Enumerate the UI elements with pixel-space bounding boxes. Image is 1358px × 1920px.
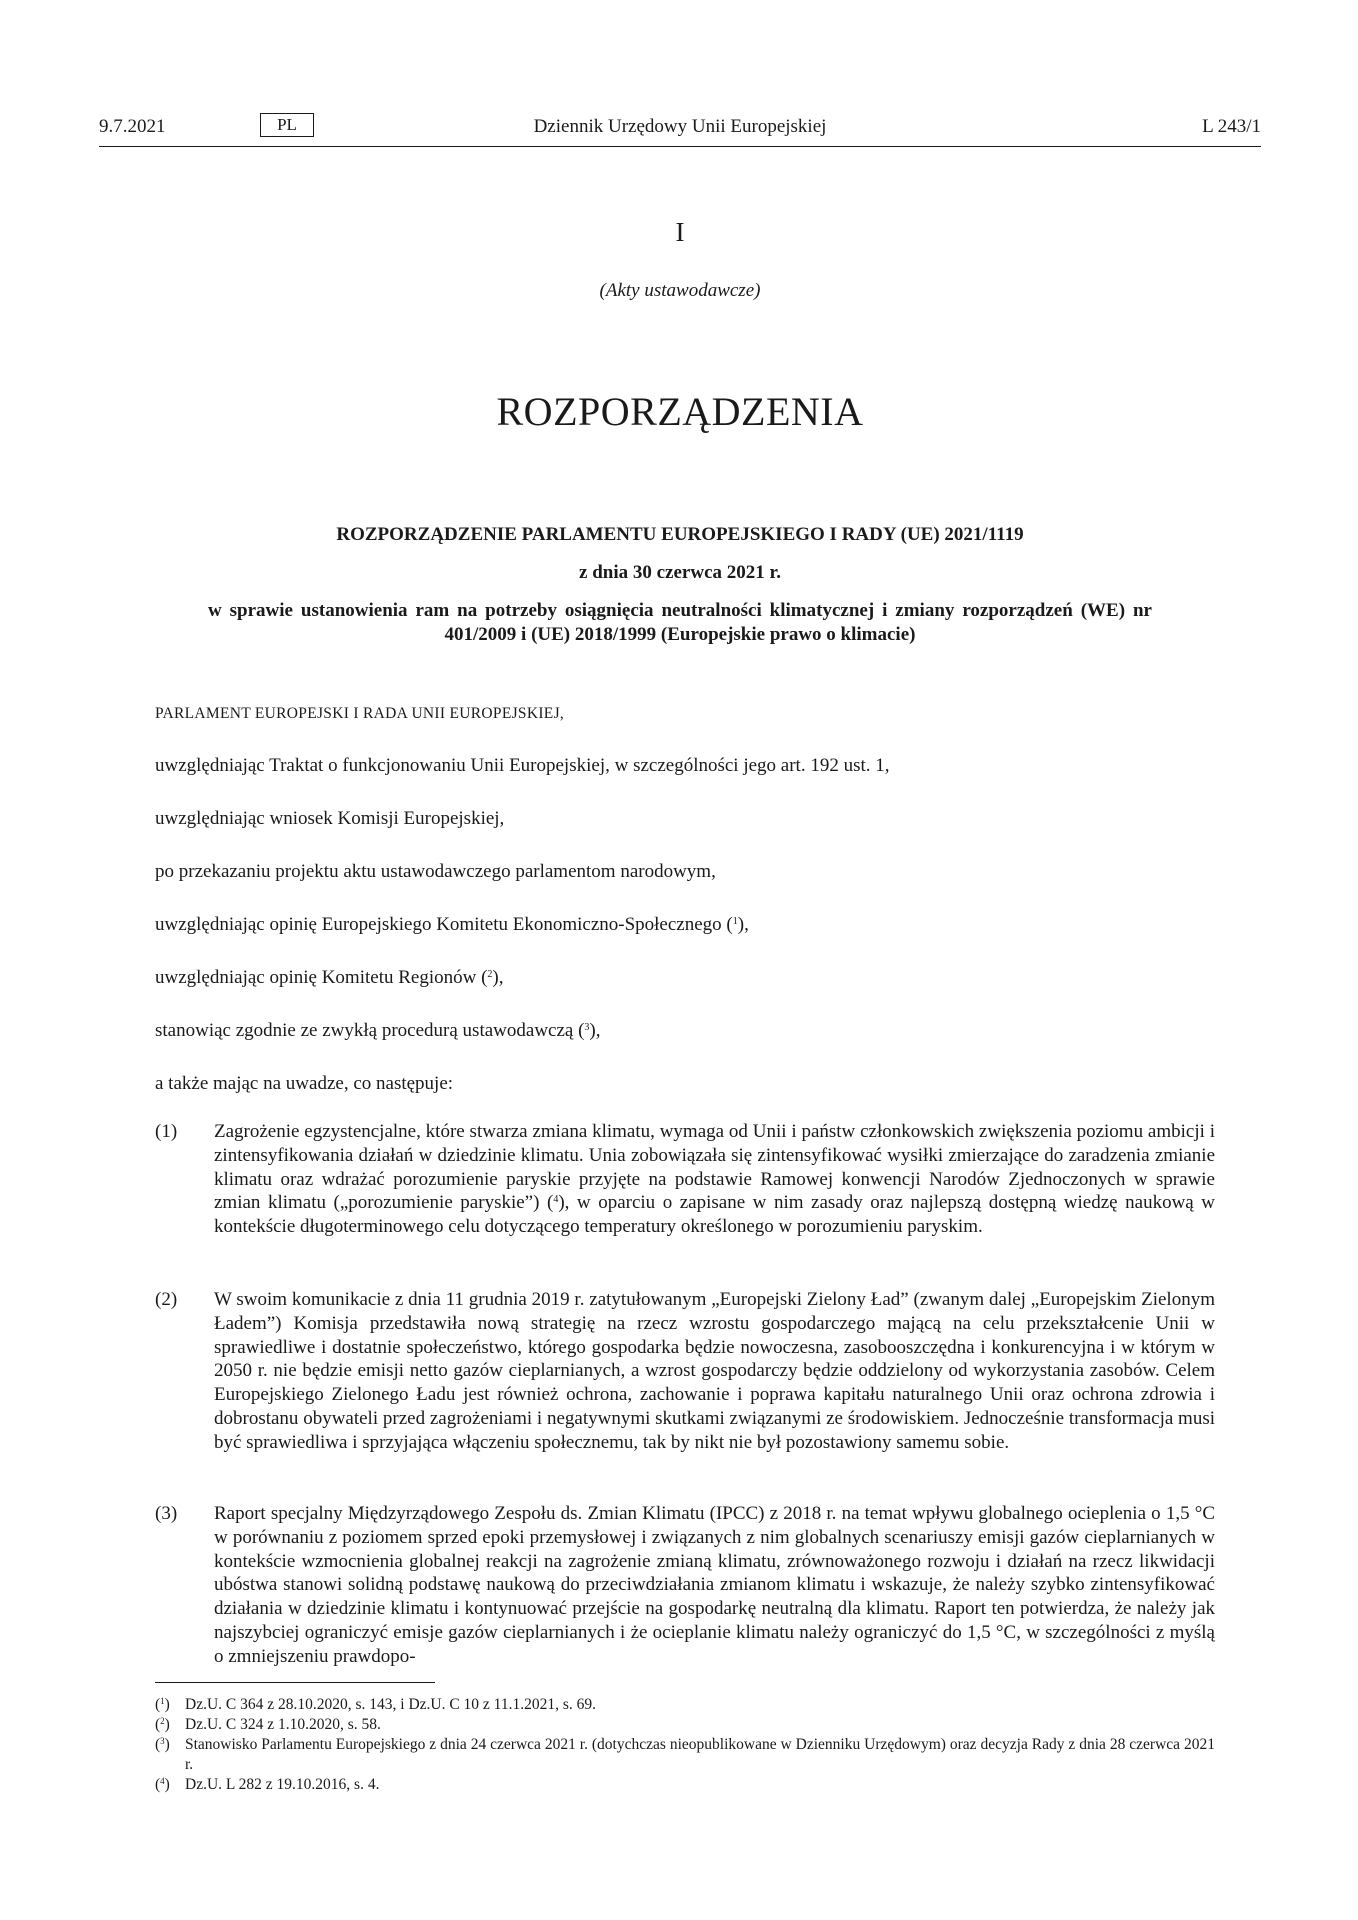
footnote-divider [155, 1682, 435, 1683]
publication-date: 9.7.2021 [99, 116, 166, 137]
footnote-ref-1[interactable]: 1 [732, 916, 738, 927]
footnote-number: ($^2$) [155, 1716, 170, 1733]
footnote-3 [155, 1735, 1215, 1775]
journal-name: Dziennik Urzędowy Unii Europejskiej [533, 116, 827, 137]
section-title: ROZPORZĄDZENIA [496, 389, 864, 434]
footnote-ref-2[interactable]: 2 [487, 969, 493, 980]
language-code: PL [260, 113, 314, 137]
footnote-2 [155, 1715, 1215, 1735]
recital-number: (3) [155, 1503, 178, 1524]
citation-procedure-text: stanowiąc zgodnie ze zwykłą procedurą ustawodawczą ( [155, 1020, 585, 1041]
whereas-clause: a także mając na uwadze, co następuje: [155, 1073, 454, 1094]
footnote-number: ($^1$) [155, 1696, 170, 1713]
part-subtitle: (Akty ustawodawcze) [599, 280, 761, 301]
footnote-ref-4[interactable]: 4 [553, 1194, 559, 1206]
citation-cor [155, 967, 1215, 989]
footnote-ref-3[interactable]: 3 [584, 1022, 590, 1033]
citation-cor-text: uwzględniając opinię Komitetu Regionów ( [155, 967, 488, 988]
page-header [99, 108, 1261, 147]
recital-text [214, 1120, 1215, 1239]
recital-text-part: ), w oparciu o zapisane w nim zasady oraz najlepszą dostępną wiedzę naukową w kontekście długoterminowego celu dotyczącego temperatury określonego w porozumieniu paryskim. [214, 1192, 1215, 1238]
citation-eesc-end: ), [737, 914, 749, 935]
recital-number: (1) [155, 1121, 178, 1142]
footnote-4 [155, 1775, 1215, 1795]
footnote-text: Stanowisko Parlamentu Europejskiego z dnia 24 czerwca 2021 r. (dotychczas nieopublikowane w Dzienniku Urzędowym) oraz decyzja Rady z dnia 28 czerwca 2021 r. [185, 1736, 1215, 1773]
citation-parliaments: po przekazaniu projektu aktu ustawodawczego parlamentom narodowym, [155, 861, 716, 882]
citation-proposal: uwzględniając wniosek Komisji Europejskiej, [155, 808, 505, 829]
recital-number: (2) [155, 1289, 178, 1310]
citation-procedure [155, 1020, 1215, 1042]
preamble-authors: PARLAMENT EUROPEJSKI I RADA UNII EUROPEJSKIEJ, [155, 705, 565, 722]
footnote-number: ($^3$) [155, 1736, 170, 1753]
footnote-text: Dz.U. L 282 z 19.10.2016, s. 4. [185, 1776, 380, 1793]
part-number: I [675, 217, 685, 247]
citation-procedure-end: ), [589, 1020, 601, 1041]
citation-cor-end: ), [492, 967, 504, 988]
footnotes [155, 1695, 1215, 1795]
page-reference: L 243/1 [1202, 116, 1261, 137]
recital-text: W swoim komunikacie z dnia 11 grudnia 2019 r. zatytułowanym „Europejski Zielony Ład” (zwanym dalej „Europejskim Zielonym Ładem”) Komisja przedstawiła nową strategię na rzecz wzrostu gospodarczego mającą na celu przekształcenie Unii w sprawiedliwe i dostatnie społeczeństwo, którego gospodarka będzie nowoczesna, zasobooszczędna i konkurencyjna i w którym w 2050 r. nie będzie emisji netto gazów cieplarnianych, a wzrost gospodarczy będzie oddzielony od wykorzystania zasobów. Celem Europejskiego Zielonego Ładu jest również ochrona, zachowanie i poprawa kapitału naturalnego Unii oraz ochrona zdrowia i dobrostanu obywateli przed zagrożeniami i negatywnymi skutkami związanymi ze środowiskiem. Jednocześnie transformacja musi być sprawiedliwa i sprzyjająca włączeniu społecznemu, tak by nikt nie był pozostawiony samemu sobie. [214, 1289, 1215, 1453]
citation-treaty: uwzględniając Traktat o funkcjonowaniu Unii Europejskiej, w szczególności jego art. 192 ust. 1, [155, 755, 890, 776]
regulation-subject: w sprawie ustanowienia ram na potrzeby osiągnięcia neutralności klimatycznej i zmiany rozporządzeń (WE) nr 401/2009 i (UE) 2018/1999 (Europejskie prawo o klimacie) [208, 600, 1152, 645]
recital-text-part: Zagrożenie egzystencjalne, które stwarza zmiana klimatu, wymaga od Unii i państw członkowskich zwiększenia poziomu ambicji i zintensyfikowania działań w dziedzinie klimatu. Unia zobowiązała się zintensyfikować wysiłki zmierzające do zaradzenia zmianie klimatu oraz wdrażać porozumienie paryskie przyjęte na podstawie Ramowej konwencji Narodów Zjednoczonych w sprawie zmian klimatu („porozumienie paryskie”) ( [214, 1121, 1215, 1214]
regulation-title: ROZPORZĄDZENIE PARLAMENTU EUROPEJSKIEGO I RADY (UE) 2021/1119 [336, 524, 1024, 545]
footnote-text: Dz.U. C 364 z 28.10.2020, s. 143, i Dz.U. C 10 z 11.1.2021, s. 69. [185, 1696, 597, 1713]
regulation-date: z dnia 30 czerwca 2021 r. [579, 562, 781, 583]
footnote-1 [155, 1695, 1215, 1715]
footnote-number: ($^4$) [155, 1776, 170, 1793]
recital-text: Raport specjalny Międzyrządowego Zespołu ds. Zmian Klimatu (IPCC) z 2018 r. na temat wpływu globalnego ocieplenia o 1,5 °C w porównaniu z poziomem sprzed epoki przemysłowej i związanych z nim globalnych scenariuszy emisji gazów cieplarnianych w kontekście wzmocnienia globalnej reakcji na zagrożenie zmianą klimatu, zrównoważonego rozwoju i działań na rzecz likwidacji ubóstwa stanowi solidną podstawę naukową do przeciwdziałania zmianom klimatu i wskazuje, że należy szybko zintensyfikować działania w dziedzinie klimatu i kontynuować przejście na gospodarkę neutralną dla klimatu. Raport ten potwierdza, że należy jak najszybciej ograniczyć emisje gazów cieplarnianych i że ocieplanie klimatu należy ograniczyć do 1,5 °C, w szczególności z myślą o zmniejszeniu prawdopo- [214, 1503, 1215, 1667]
citation-eesc [155, 914, 1215, 936]
footnote-text: Dz.U. C 324 z 1.10.2020, s. 58. [185, 1716, 381, 1733]
citation-eesc-text: uwzględniając opinię Europejskiego Komitetu Ekonomiczno-Społecznego ( [155, 914, 733, 935]
